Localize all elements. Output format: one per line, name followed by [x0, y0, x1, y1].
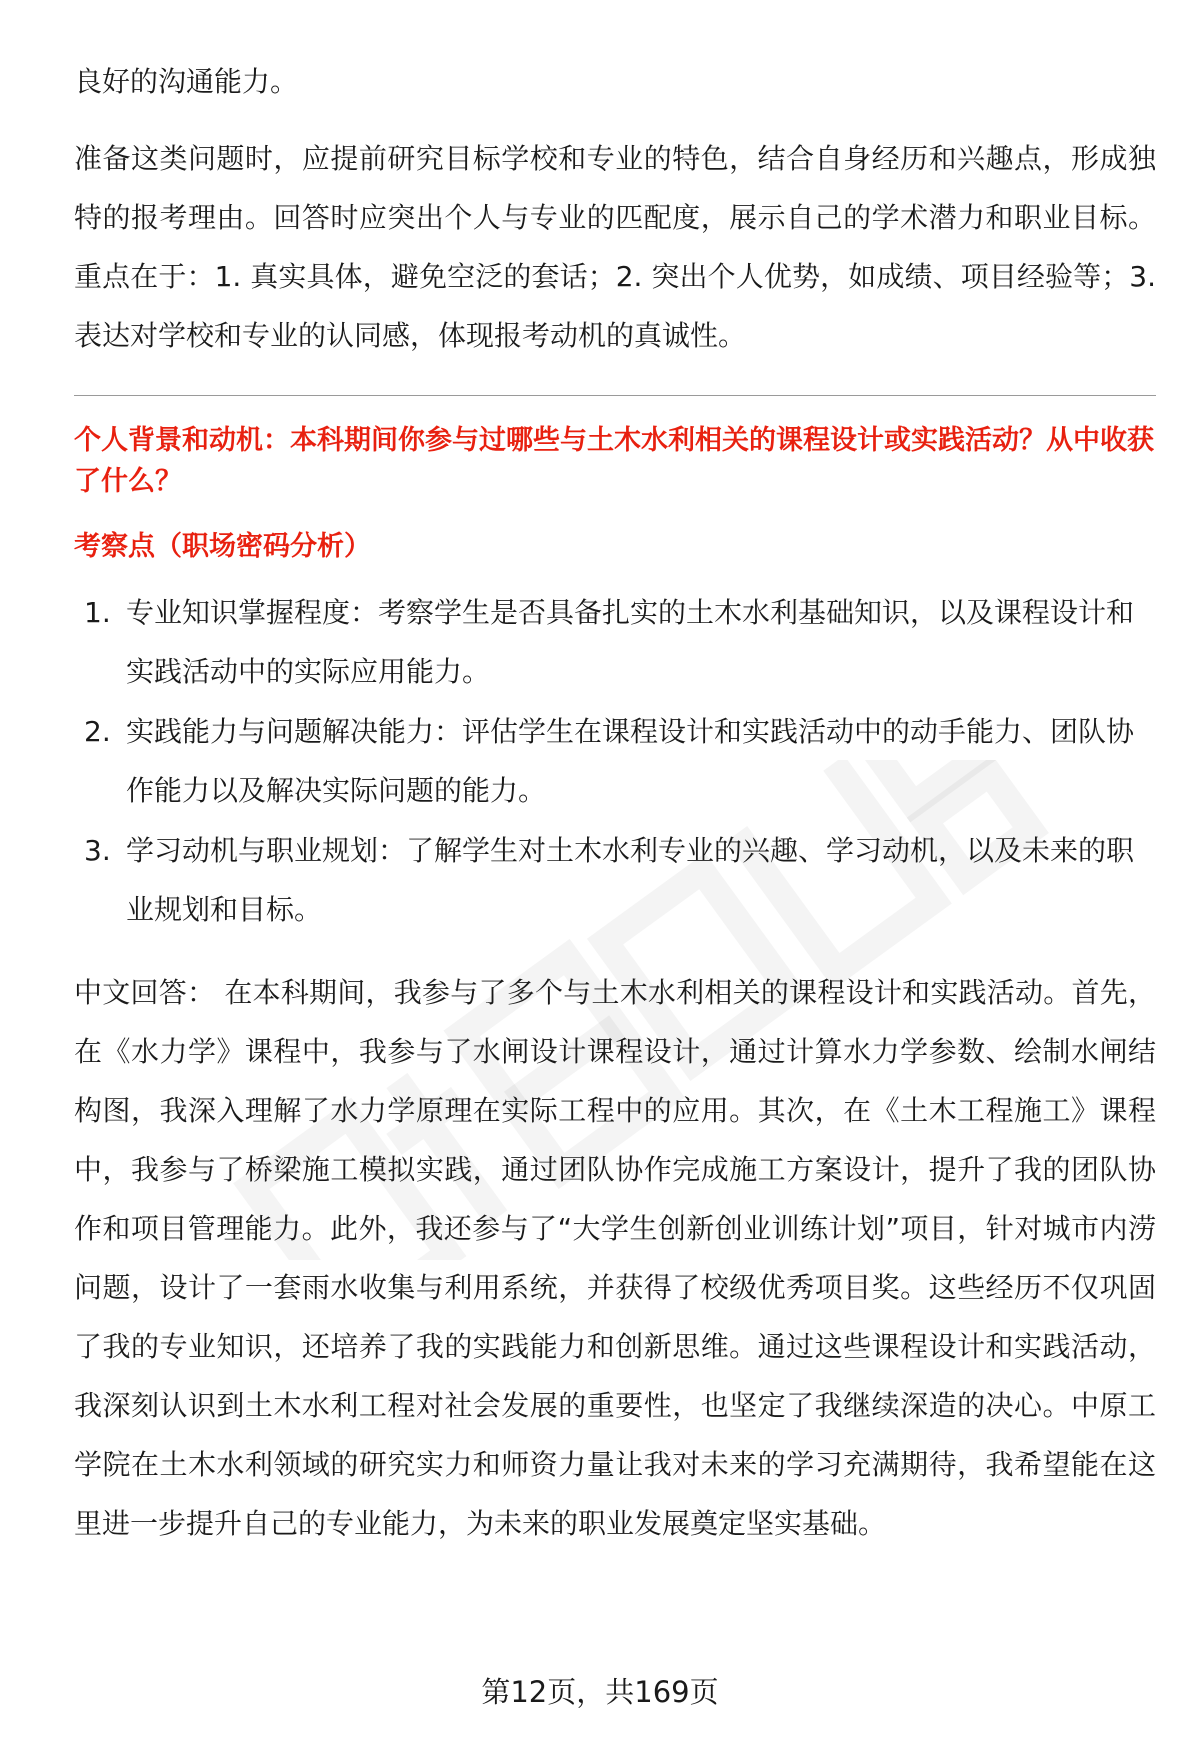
question-heading: 个人背景和动机：本科期间你参与过哪些与土木水利相关的课程设计或实践活动？从中收获了什么？	[74, 425, 1154, 497]
answer-paragraph: 中文回答： 在本科期间，我参与了多个与土木水利相关的课程设计和实践活动。首先，在《水力学》课程中，我参与了水闸设计课程设计，通过计算水力学参数、绘制水闸结构图，我深入理解了水力学原理在实际工程中的应用。其次，在《土木工程施工》课程中，我参与了桥梁施工模拟实践，通过团队协作完成施工方案设计，提升了我的团队协作和项目管理能力。此外，我还参与了“大学生创新创业训练计划”项目，针对城市内涝问题，设计了一套雨水收集与利用系统，并获得了校级优秀项目奖。这些经历不仅巩固了我的专业知识，还培养了我的实践能力和创新思维。通过这些课程设计和实践活动，我深刻认识到土木水利工程对社会发展的重要性，也坚定了我继续深造的决心。中原工学院在土木水利领域的研究实力和师资力量让我对未来的学习充满期待，我希望能在这里进一步提升自己的专业能力，为未来的职业发展奠定坚实基础。	[74, 976, 1156, 1540]
intro-tail-text: 良好的沟通能力。	[74, 65, 299, 98]
page-number-footer: 第12页，共169页	[481, 1675, 719, 1709]
section-divider	[74, 395, 1156, 396]
list-item-number: 2.	[84, 715, 111, 748]
preparation-paragraph: 准备这类问题时，应提前研究目标学校和专业的特色，结合自身经历和兴趣点，形成独特的报考理由。回答时应突出个人与专业的匹配度，展示自己的学术潜力和职业目标。重点在于：1. 真实具体，避免空泛的套话；2. 突出个人优势，如成绩、项目经验等；3. 表达对学校和专业的认同感，体现报考动机的真诚性。	[74, 142, 1156, 352]
assessment-points-title: 考察点（职场密码分析）	[74, 531, 371, 562]
list-item-number: 1.	[84, 596, 111, 629]
list-item-text: 专业知识掌握程度：考察学生是否具备扎实的土木水利基础知识，以及课程设计和实践活动中的实际应用能力。	[126, 596, 1135, 688]
list-item	[74, 702, 1156, 820]
assessment-points-list	[74, 583, 1156, 939]
list-item-text: 实践能力与问题解决能力：评估学生在课程设计和实践活动中的动手能力、团队协作能力以及解决实际问题的能力。	[126, 715, 1135, 807]
document-page	[74, 52, 1156, 1553]
list-item-number: 3.	[84, 834, 111, 867]
list-item	[74, 583, 1156, 701]
list-item	[74, 821, 1156, 939]
list-item-text: 学习动机与职业规划：了解学生对土木水利专业的兴趣、学习动机，以及未来的职业规划和目标。	[126, 834, 1135, 926]
